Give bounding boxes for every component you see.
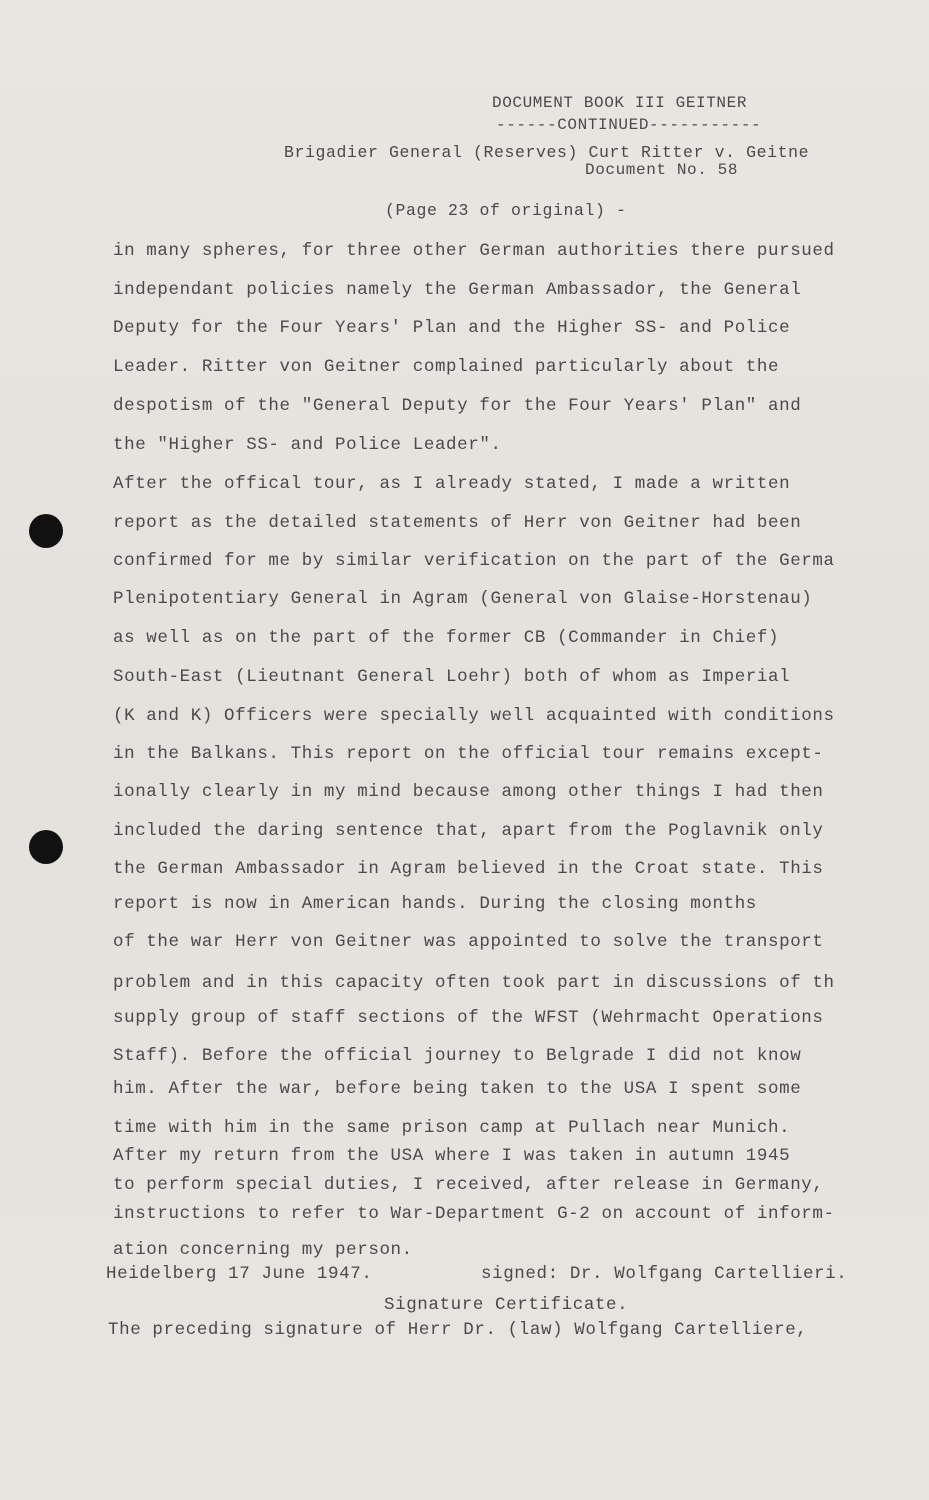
body-line: instructions to refer to War-Department G-2 on account of inform-: [113, 1204, 835, 1224]
header-continued: ------CONTINUED-----------: [496, 116, 762, 134]
body-line: in many spheres, for three other German authorities there pursued: [113, 241, 835, 261]
punch-hole: [29, 514, 63, 548]
body-line: ionally clearly in my mind because among other things I had then: [113, 782, 824, 802]
body-line: report is now in American hands. During the closing months: [113, 894, 757, 914]
body-line: After my return from the USA where I was taken in autumn 1945: [113, 1146, 791, 1166]
body-line: report as the detailed statements of Herr von Geitner had been: [113, 513, 802, 533]
body-line: the German Ambassador in Agram believed in the Croat state. This: [113, 859, 824, 879]
body-line: independant policies namely the German Ambassador, the General: [113, 280, 802, 300]
page-reference: (Page 23 of original) -: [385, 201, 627, 220]
body-line: as well as on the part of the former CB (Commander in Chief): [113, 628, 780, 648]
body-line: of the war Herr von Geitner was appointed to solve the transport: [113, 932, 824, 952]
body-line: supply group of staff sections of the WFST (Wehrmacht Operations: [113, 1008, 824, 1028]
certificate-text: The preceding signature of Herr Dr. (law) Wolfgang Cartelliere,: [108, 1320, 808, 1340]
body-line: problem and in this capacity often took part in discussions of th: [113, 973, 835, 993]
body-line: included the daring sentence that, apart from the Poglavnik only: [113, 821, 824, 841]
body-line: him. After the war, before being taken to the USA I spent some: [113, 1079, 802, 1099]
body-line: Staff). Before the official journey to Belgrade I did not know: [113, 1046, 802, 1066]
header-author: Brigadier General (Reserves) Curt Ritter v. Geitne: [284, 143, 810, 162]
body-line: After the offical tour, as I already stated, I made a written: [113, 474, 791, 494]
body-line: ation concerning my person.: [113, 1240, 413, 1260]
body-line: Deputy for the Four Years' Plan and the Higher SS- and Police: [113, 318, 791, 338]
body-line: South-East (Lieutnant General Loehr) both of whom as Imperial: [113, 667, 791, 687]
certificate-title: Signature Certificate.: [384, 1295, 629, 1315]
signature-place-date: Heidelberg 17 June 1947.: [106, 1264, 373, 1284]
header-document-number: Document No. 58: [585, 161, 739, 179]
body-line: to perform special duties, I received, after release in Germany,: [113, 1175, 824, 1195]
body-line: the "Higher SS- and Police Leader".: [113, 435, 502, 455]
body-line: despotism of the "General Deputy for the Four Years' Plan" and: [113, 396, 802, 416]
punch-hole: [29, 830, 63, 864]
body-line: confirmed for me by similar verification on the part of the Germa: [113, 551, 835, 571]
body-line: (K and K) Officers were specially well acquainted with conditions: [113, 706, 835, 726]
body-line: time with him in the same prison camp at Pullach near Munich.: [113, 1118, 791, 1138]
body-line: in the Balkans. This report on the official tour remains except-: [113, 744, 824, 764]
header-title: DOCUMENT BOOK III GEITNER: [492, 94, 748, 112]
body-line: Plenipotentiary General in Agram (General von Glaise-Horstenau): [113, 589, 813, 609]
signature-signed: signed: Dr. Wolfgang Cartellieri.: [481, 1264, 848, 1284]
body-line: Leader. Ritter von Geitner complained particularly about the: [113, 357, 780, 377]
